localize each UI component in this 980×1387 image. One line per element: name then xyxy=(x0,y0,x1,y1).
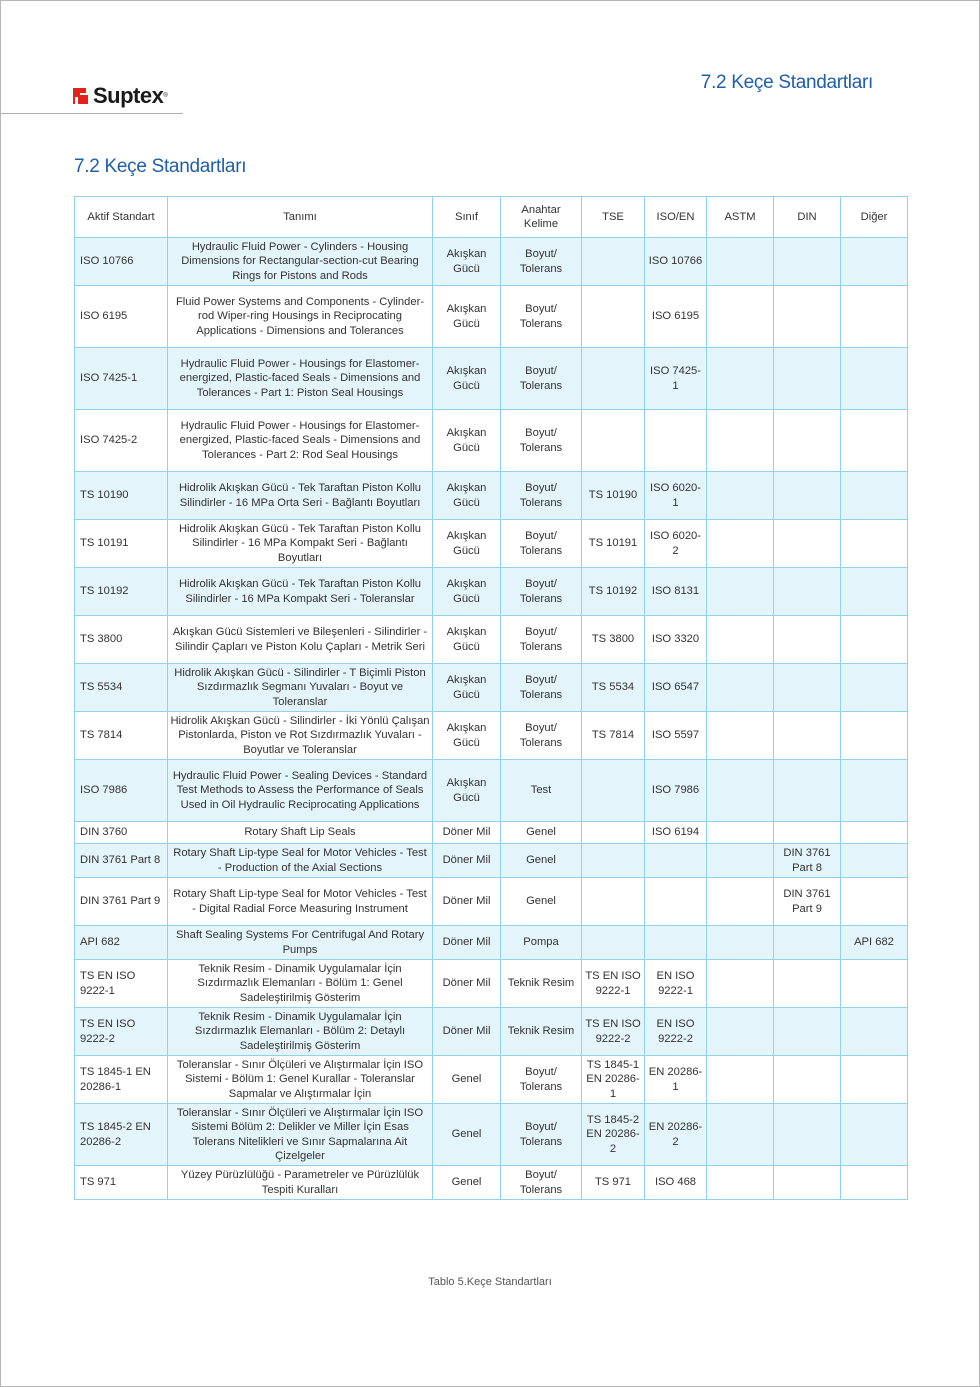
column-header: Sınıf xyxy=(433,197,501,238)
table-cell xyxy=(841,238,908,286)
table-cell: API 682 xyxy=(841,926,908,960)
table-row xyxy=(75,238,908,286)
table-row xyxy=(75,410,908,472)
table-cell: ISO 7425-1 xyxy=(75,348,168,410)
table-cell: Pompa xyxy=(501,926,582,960)
table-cell xyxy=(582,348,645,410)
header-title: 7.2 Keçe Standartları xyxy=(700,72,873,93)
table-cell: TS EN ISO 9222-2 xyxy=(582,1008,645,1056)
table-cell: Hidrolik Akışkan Gücü - Silindirler - T Biçimli Piston Sızdırmazlık Segmanı Yuvaları - Boyut ve Toleranslar xyxy=(168,664,433,712)
table-cell: TS 3800 xyxy=(582,616,645,664)
table-cell: TS 1845-2 EN 20286-2 xyxy=(582,1104,645,1166)
column-header: Aktif Standart xyxy=(75,197,168,238)
table-cell: TS 10192 xyxy=(75,568,168,616)
table-cell xyxy=(774,1056,841,1104)
table-cell: Genel xyxy=(501,822,582,844)
table-cell xyxy=(774,568,841,616)
table-cell xyxy=(707,878,774,926)
table-cell: TS 10190 xyxy=(582,472,645,520)
table-cell: Boyut/ Tolerans xyxy=(501,1104,582,1166)
table-caption: Tablo 5.Keçe Standartları xyxy=(428,1276,552,1288)
table-cell: Rotary Shaft Lip Seals xyxy=(168,822,433,844)
table-row xyxy=(75,520,908,568)
table-cell xyxy=(645,410,707,472)
table-cell: TS EN ISO 9222-2 xyxy=(75,1008,168,1056)
table-row xyxy=(75,822,908,844)
table-cell: Akışkan Gücü xyxy=(433,616,501,664)
table-cell: Hydraulic Fluid Power - Housings for Elastomer-energized, Plastic-faced Seals - Dimensions and Tolerances - Part 1: Piston Seal Housings xyxy=(168,348,433,410)
table-cell: Hidrolik Akışkan Gücü - Tek Taraftan Piston Kollu Silindirler - 16 MPa Orta Seri - Bağlantı Boyutları xyxy=(168,472,433,520)
column-header: Diğer xyxy=(841,197,908,238)
table-cell xyxy=(774,712,841,760)
section-title: 7.2 Keçe Standartları xyxy=(74,156,247,177)
table-header-row xyxy=(75,197,908,238)
table-cell: Döner Mil xyxy=(433,960,501,1008)
table-cell xyxy=(841,664,908,712)
table-cell: DIN 3761 Part 9 xyxy=(75,878,168,926)
table-cell: Yüzey Pürüzlülüğü - Parametreler ve Pürüzlülük Tespiti Kuralları xyxy=(168,1166,433,1200)
table-cell: Boyut/ Tolerans xyxy=(501,1166,582,1200)
table-row xyxy=(75,664,908,712)
table-cell: Boyut/ Tolerans xyxy=(501,664,582,712)
standards-table xyxy=(74,196,908,1200)
table-cell xyxy=(774,1104,841,1166)
table-cell xyxy=(707,238,774,286)
table-cell xyxy=(707,348,774,410)
table-row xyxy=(75,472,908,520)
table-cell: Boyut/ Tolerans xyxy=(501,472,582,520)
table-cell: EN 20286-1 xyxy=(645,1056,707,1104)
table-cell: Teknik Resim - Dinamik Uygulamalar İçin Sızdırmazlık Elemanları - Bölüm 1: Genel Sadeleştirilmiş Gösterim xyxy=(168,960,433,1008)
table-cell: Boyut/ Tolerans xyxy=(501,712,582,760)
table-cell: Akışkan Gücü Sistemleri ve Bileşenleri - Silindirler - Silindir Çapları ve Piston Kolu Çapları - Metrik Seri xyxy=(168,616,433,664)
table-cell: DIN 3760 xyxy=(75,822,168,844)
table-cell xyxy=(841,520,908,568)
table-cell: ISO 5597 xyxy=(645,712,707,760)
table-row xyxy=(75,1056,908,1104)
table-cell: DIN 3761 Part 9 xyxy=(774,878,841,926)
table-cell: ISO 6020-1 xyxy=(645,472,707,520)
table-cell: Akışkan Gücü xyxy=(433,472,501,520)
table-cell xyxy=(774,616,841,664)
table-row xyxy=(75,1166,908,1200)
table-cell: Teknik Resim xyxy=(501,960,582,1008)
table-cell xyxy=(707,520,774,568)
table-cell: EN ISO 9222-1 xyxy=(645,960,707,1008)
table-cell: TS 10191 xyxy=(582,520,645,568)
table-row xyxy=(75,568,908,616)
logo-text: Suptex xyxy=(93,83,164,108)
table-cell: Teknik Resim - Dinamik Uygulamalar İçin Sızdırmazlık Elemanları - Bölüm 2: Detaylı Sadeleştirilmiş Gösterim xyxy=(168,1008,433,1056)
table-cell: Döner Mil xyxy=(433,1008,501,1056)
table-cell: ISO 7425-2 xyxy=(75,410,168,472)
table-cell: Genel xyxy=(501,878,582,926)
table-cell: Genel xyxy=(501,844,582,878)
table-cell: ISO 6195 xyxy=(645,286,707,348)
table-cell xyxy=(707,616,774,664)
table-cell: Genel xyxy=(433,1166,501,1200)
table-row xyxy=(75,844,908,878)
table-row xyxy=(75,760,908,822)
table-cell: Boyut/ Tolerans xyxy=(501,348,582,410)
table-cell: Akışkan Gücü xyxy=(433,712,501,760)
table-cell: Akışkan Gücü xyxy=(433,664,501,712)
table-cell: TS 10190 xyxy=(75,472,168,520)
column-header: Tanımı xyxy=(168,197,433,238)
column-header: ISO/EN xyxy=(645,197,707,238)
table-cell: Akışkan Gücü xyxy=(433,286,501,348)
table-cell xyxy=(582,822,645,844)
table-cell xyxy=(707,664,774,712)
table-cell xyxy=(774,822,841,844)
table-cell: TS EN ISO 9222-1 xyxy=(75,960,168,1008)
table-cell xyxy=(774,760,841,822)
table-cell: DIN 3761 Part 8 xyxy=(75,844,168,878)
table-cell: Boyut/ Tolerans xyxy=(501,520,582,568)
table-cell: ISO 10766 xyxy=(75,238,168,286)
table-cell xyxy=(774,664,841,712)
table-cell xyxy=(841,960,908,1008)
table-cell: TS 1845-1 EN 20286-1 xyxy=(582,1056,645,1104)
table-cell: EN ISO 9222-2 xyxy=(645,1008,707,1056)
table-cell xyxy=(774,472,841,520)
column-header: TSE xyxy=(582,197,645,238)
table-cell: Boyut/ Tolerans xyxy=(501,616,582,664)
table-cell: Shaft Sealing Systems For Centrifugal And Rotary Pumps xyxy=(168,926,433,960)
table-cell xyxy=(841,1104,908,1166)
table-cell xyxy=(582,844,645,878)
table-cell: Akışkan Gücü xyxy=(433,348,501,410)
table-row xyxy=(75,1104,908,1166)
table-row xyxy=(75,926,908,960)
table-cell: Hydraulic Fluid Power - Sealing Devices - Standard Test Methods to Assess the Performance of Seals Used in Oil Hydraulic Reciprocating Applications xyxy=(168,760,433,822)
table-cell: ISO 6020-2 xyxy=(645,520,707,568)
table-cell xyxy=(774,520,841,568)
table-row xyxy=(75,878,908,926)
table-cell: TS 10191 xyxy=(75,520,168,568)
table-cell xyxy=(707,1104,774,1166)
table-cell: ISO 7986 xyxy=(645,760,707,822)
table-body xyxy=(75,238,908,1200)
table-cell: Boyut/ Tolerans xyxy=(501,286,582,348)
table-cell: Döner Mil xyxy=(433,926,501,960)
table-row xyxy=(75,960,908,1008)
column-header: DIN xyxy=(774,197,841,238)
table-cell: ISO 10766 xyxy=(645,238,707,286)
table-cell xyxy=(841,616,908,664)
table-cell: TS 971 xyxy=(582,1166,645,1200)
table-cell: Toleranslar - Sınır Ölçüleri ve Alıştırmalar İçin ISO Sistemi - Bölüm 1: Genel Kurallar - Toleranslar Sapmalar ve Alıştırmalar İçin xyxy=(168,1056,433,1104)
table-cell: DIN 3761 Part 8 xyxy=(774,844,841,878)
table-row xyxy=(75,348,908,410)
table-cell xyxy=(582,410,645,472)
table-cell xyxy=(582,286,645,348)
table-cell xyxy=(774,348,841,410)
table-cell xyxy=(841,760,908,822)
table-cell: Hidrolik Akışkan Gücü - Silindirler - İki Yönlü Çalışan Pistonlarda, Piston ve Rot Sızdırmazlık Yuvaları - Boyutlar ve Toleranslar xyxy=(168,712,433,760)
table-cell xyxy=(645,926,707,960)
table-cell: Boyut/ Tolerans xyxy=(501,568,582,616)
table-cell: Fluid Power Systems and Components - Cylinder-rod Wiper-ring Housings in Reciprocating Applications - Dimensions and Tolerances xyxy=(168,286,433,348)
table-cell xyxy=(841,712,908,760)
table-cell xyxy=(774,1008,841,1056)
table-cell xyxy=(841,410,908,472)
table-row xyxy=(75,712,908,760)
table-cell xyxy=(707,472,774,520)
table-cell: ISO 6194 xyxy=(645,822,707,844)
table-cell xyxy=(707,1008,774,1056)
table-cell: Akışkan Gücü xyxy=(433,410,501,472)
table-cell: ISO 8131 xyxy=(645,568,707,616)
table-cell: TS 971 xyxy=(75,1166,168,1200)
table-cell: Akışkan Gücü xyxy=(433,238,501,286)
table-cell: Genel xyxy=(433,1104,501,1166)
table-cell xyxy=(582,878,645,926)
table-cell xyxy=(645,878,707,926)
table-cell xyxy=(707,822,774,844)
table-cell: Teknik Resim xyxy=(501,1008,582,1056)
table-cell: TS 1845-1 EN 20286-1 xyxy=(75,1056,168,1104)
table-cell xyxy=(774,286,841,348)
table-cell: TS EN ISO 9222-1 xyxy=(582,960,645,1008)
table-cell xyxy=(707,926,774,960)
table-cell: Boyut/ Tolerans xyxy=(501,410,582,472)
table-cell xyxy=(707,844,774,878)
table-cell: TS 5534 xyxy=(75,664,168,712)
table-cell xyxy=(645,844,707,878)
header-divider xyxy=(0,113,183,114)
table-cell xyxy=(774,238,841,286)
table-cell: TS 7814 xyxy=(75,712,168,760)
table-cell xyxy=(707,960,774,1008)
table-cell: Boyut/ Tolerans xyxy=(501,1056,582,1104)
table-cell: Genel xyxy=(433,1056,501,1104)
table-cell xyxy=(841,878,908,926)
table-cell xyxy=(841,348,908,410)
table-row xyxy=(75,286,908,348)
table-cell: Rotary Shaft Lip-type Seal for Motor Vehicles - Test - Production of the Axial Sections xyxy=(168,844,433,878)
registered-mark-icon: ® xyxy=(163,93,168,99)
table-cell: Hidrolik Akışkan Gücü - Tek Taraftan Piston Kollu Silindirler - 16 MPa Kompakt Seri - Bağlantı Boyutları xyxy=(168,520,433,568)
table-cell xyxy=(774,1166,841,1200)
table-cell: Akışkan Gücü xyxy=(433,520,501,568)
table-cell: ISO 468 xyxy=(645,1166,707,1200)
table-cell xyxy=(582,238,645,286)
suptex-logo xyxy=(72,84,168,108)
table-cell xyxy=(841,568,908,616)
table-cell: Rotary Shaft Lip-type Seal for Motor Vehicles - Test - Digital Radial Force Measuring Instrument xyxy=(168,878,433,926)
table-cell xyxy=(707,286,774,348)
table-cell xyxy=(707,568,774,616)
table-cell xyxy=(841,844,908,878)
table-cell: TS 5534 xyxy=(582,664,645,712)
table-cell xyxy=(774,926,841,960)
table-cell: Hydraulic Fluid Power - Cylinders - Housing Dimensions for Rectangular-section-cut Bearing Rings for Pistons and Rods xyxy=(168,238,433,286)
table-cell xyxy=(841,1166,908,1200)
logo-mark-icon xyxy=(72,86,90,106)
table-cell: ISO 3320 xyxy=(645,616,707,664)
table-cell xyxy=(707,1166,774,1200)
table-cell xyxy=(841,472,908,520)
table-cell: ISO 7425-1 xyxy=(645,348,707,410)
table-cell: Test xyxy=(501,760,582,822)
table-cell: EN 20286-2 xyxy=(645,1104,707,1166)
table-cell: ISO 7986 xyxy=(75,760,168,822)
table-cell: Döner Mil xyxy=(433,878,501,926)
table-cell: Akışkan Gücü xyxy=(433,760,501,822)
table-cell xyxy=(582,926,645,960)
table-cell: Hidrolik Akışkan Gücü - Tek Taraftan Piston Kollu Silindirler - 16 MPa Kompakt Seri - Toleranslar xyxy=(168,568,433,616)
column-header: Anahtar Kelime xyxy=(501,197,582,238)
table-cell: TS 10192 xyxy=(582,568,645,616)
table-cell xyxy=(841,822,908,844)
column-header: ASTM xyxy=(707,197,774,238)
table-cell: Toleranslar - Sınır Ölçüleri ve Alıştırmalar İçin ISO Sistemi Bölüm 2: Delikler ve Miller İçin Esas Tolerans Nitelikleri ve Sınır Sapmalarına Ait Çizelgeler xyxy=(168,1104,433,1166)
table-cell: Hydraulic Fluid Power - Housings for Elastomer-energized, Plastic-faced Seals - Dimensions and Tolerances - Part 2: Rod Seal Housings xyxy=(168,410,433,472)
table-cell xyxy=(707,410,774,472)
table-cell: Döner Mil xyxy=(433,844,501,878)
table-cell: TS 1845-2 EN 20286-2 xyxy=(75,1104,168,1166)
table-cell: Döner Mil xyxy=(433,822,501,844)
table-cell xyxy=(707,760,774,822)
table-cell xyxy=(707,1056,774,1104)
table-cell xyxy=(841,1056,908,1104)
table-cell xyxy=(774,410,841,472)
table-cell xyxy=(841,1008,908,1056)
table-cell: API 682 xyxy=(75,926,168,960)
table-cell: Boyut/ Tolerans xyxy=(501,238,582,286)
table-cell: Akışkan Gücü xyxy=(433,568,501,616)
table-cell xyxy=(707,712,774,760)
table-row xyxy=(75,616,908,664)
table-cell: TS 7814 xyxy=(582,712,645,760)
table-cell: TS 3800 xyxy=(75,616,168,664)
table-cell xyxy=(582,760,645,822)
table-cell xyxy=(841,286,908,348)
table-cell: ISO 6547 xyxy=(645,664,707,712)
table-cell: ISO 6195 xyxy=(75,286,168,348)
table-row xyxy=(75,1008,908,1056)
table-cell xyxy=(774,960,841,1008)
